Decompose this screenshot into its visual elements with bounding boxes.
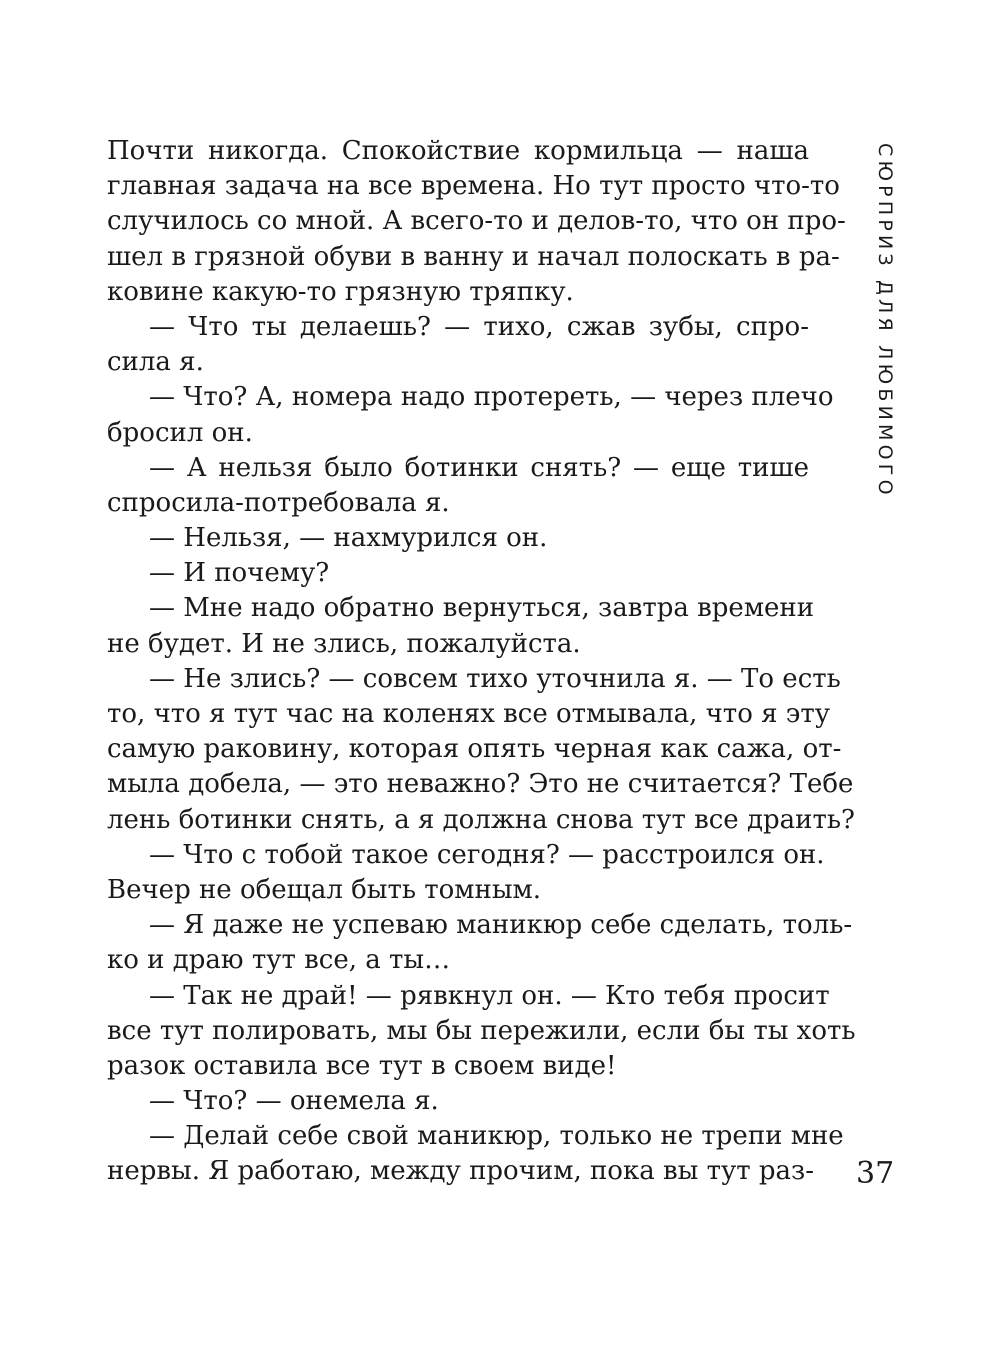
text-line: — Я даже не успеваю маникюр себе сделать, толь- <box>149 910 853 941</box>
text-line: спросила-потребовала я. <box>107 487 450 518</box>
text-line: шел в грязной обуви в ванну и начал полоскать в ра- <box>107 241 840 272</box>
text-line: — И почему? <box>149 558 330 589</box>
text-line: разок оставила все тут в своем виде! <box>107 1050 617 1081</box>
text-line: ковине какую-то грязную тряпку. <box>107 276 574 307</box>
text-line: — Что? — онемела я. <box>149 1086 439 1117</box>
text-line: — А нельзя было ботинки снять? — еще тише <box>149 452 809 483</box>
text-line: бросил он. <box>107 417 253 448</box>
text-line: — Что с тобой такое сегодня? — расстроился он. <box>149 839 825 870</box>
text-line: мыла добела, — это неважно? Это не считается? Тебе <box>107 769 854 800</box>
text-line: сила я. <box>107 347 204 378</box>
text-line: Вечер не обещал быть томным. <box>107 874 542 905</box>
text-line: главная задача на все времена. Но тут просто что-то <box>107 171 840 202</box>
text-line: лень ботинки снять, а я должна снова тут все драить? <box>107 804 855 835</box>
text-line: — Что? А, номера надо протереть, — через плечо <box>149 382 834 413</box>
text-line: — Мне надо обратно вернуться, завтра времени <box>149 593 815 624</box>
text-line: нервы. Я работаю, между прочим, пока вы тут раз- <box>107 1156 815 1187</box>
text-line: ко и драю тут все, а ты… <box>107 945 451 976</box>
text-line: то, что я тут час на коленях все отмывала, что я эту <box>107 699 831 729</box>
body-text <box>107 134 856 1190</box>
text-line: — Нельзя, — нахмурился он. <box>149 523 548 554</box>
text-line: — Не злись? — совсем тихо уточнила я. — То есть <box>149 663 841 694</box>
running-head: СЮРПРИЗ ДЛЯ ЛЮБИМОГО <box>874 143 896 499</box>
text-line: все тут полировать, мы бы пережили, если бы ты хоть <box>107 1015 856 1046</box>
text-line: — Так не драй! — рявкнул он. — Кто тебя просит <box>149 980 830 1011</box>
text-line: — Делай себе свой маникюр, только не трепи мне <box>149 1121 844 1152</box>
text-line: Почти никогда. Спокойствие кормильца — наша <box>107 136 809 166</box>
page-number: 37 <box>856 1156 895 1191</box>
text-line: случилось со мной. А всего-то и делов-то, что он про- <box>107 206 846 237</box>
text-line: самую раковину, которая опять черная как сажа, от- <box>107 734 842 765</box>
text-line: — Что ты делаешь? — тихо, сжав зубы, спро- <box>149 311 809 342</box>
text-line: не будет. И не злись, пожалуйста. <box>107 628 581 659</box>
